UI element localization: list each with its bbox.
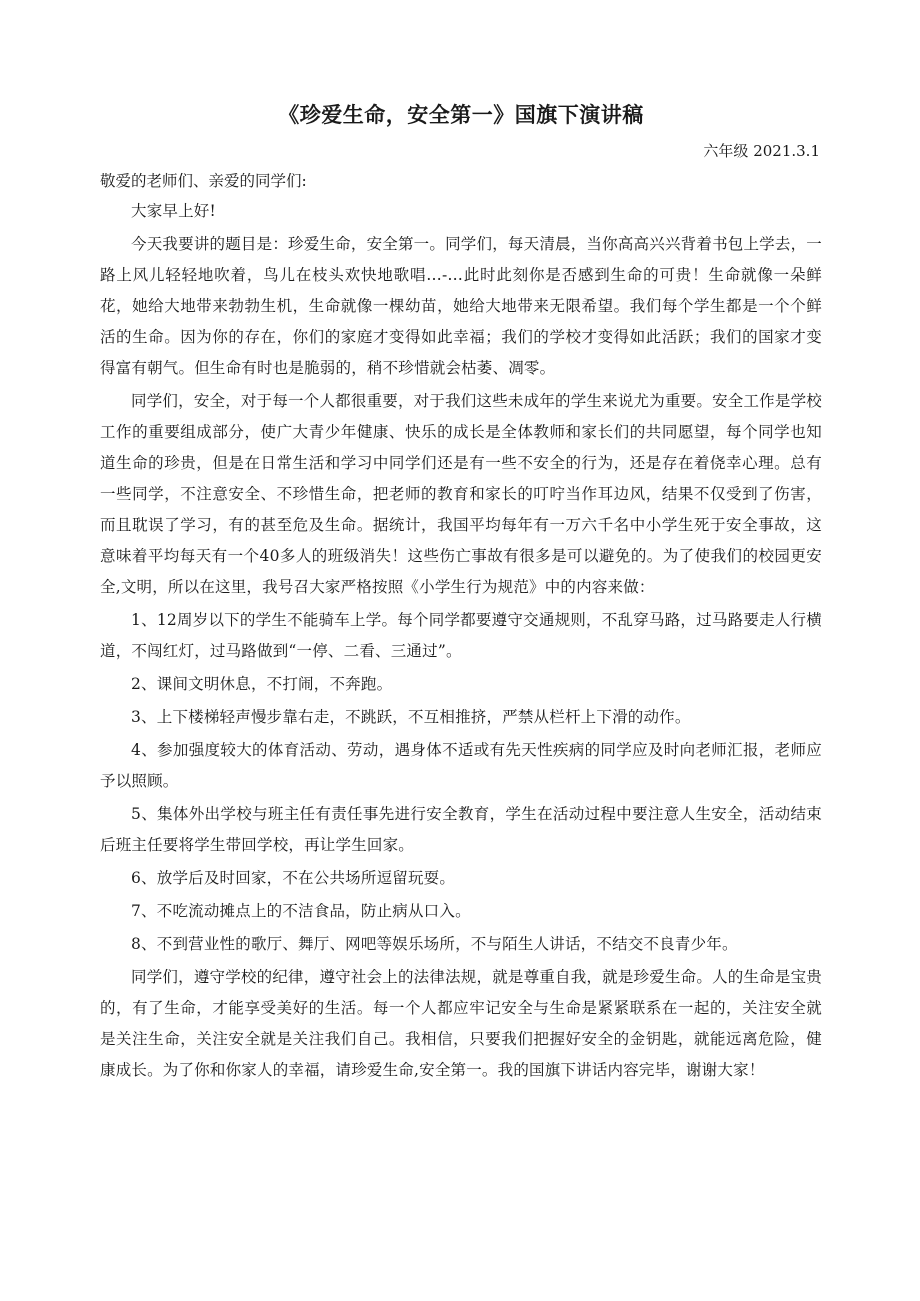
rule-item: 3、上下楼梯轻声慢步靠右走，不跳跃，不互相推挤，严禁从栏杆上下滑的动作。 xyxy=(131,708,691,726)
rule-item: 5、集体外出学校与班主任有责任事先进行安全教育，学生在活动过程中要注意人生安全，活动结束后班主任要将学生带回学校，再让学生回家。 xyxy=(100,805,822,854)
closing-paragraph: 同学们，遵守学校的纪律，遵守社会上的法律法规，就是尊重自我，就是珍爱生命。人的生命是宝贵的，有了生命，才能享受美好的生活。每一个人都应牢记安全与生命是紧紧联系在一起的，关注安全就是关注生命，关注安全就是关注我们自己。我相信，只要我们把握好安全的金钥匙，就能远离危险，健康成长。为了你和你家人的幸福，请珍爱生命,安全第一。我的国旗下讲话内容完毕，谢谢大家！ xyxy=(100,968,822,1079)
rule-item: 7、不吃流动摊点上的不洁食品，防止病从口入。 xyxy=(131,902,471,920)
rule-item: 2、课间文明休息，不打闹，不奔跑。 xyxy=(131,675,393,693)
document-page xyxy=(100,100,822,1088)
rule-item: 6、放学后及时回家，不在公共场所逗留玩耍。 xyxy=(131,869,456,887)
greeting-paragraph: 大家早上好! xyxy=(131,202,216,220)
safety-paragraph: 同学们，安全，对于每一个人都很重要，对于我们这些未成年的学生来说尤为重要。安全工作是学校工作的重要组成部分，使广大青少年健康、快乐的成长是全体教师和家长们的共同愿望，每个同学也知道生命的珍贵，但是在日常生活和学习中同学们还是有一些不安全的行为，还是存在着侥幸心理。总有一些同学，不注意安全、不珍惜生命，把老师的教育和家长的叮咛当作耳边风，结果不仅受到了伤害，而且耽误了学习，有的甚至危及生命。据统计，我国平均每年有一万六千名中小学生死于安全事故，这意味着平均每天有一个40多人的班级消失！这些伤亡事故有很多是可以避免的。为了使我们的校园更安全,文明，所以在这里，我号召大家严格按照《小学生行为规范》中的内容来做： xyxy=(100,392,822,596)
document-title: 《珍爱生命，安全第一》国旗下演讲稿 xyxy=(278,103,644,127)
salutation: 敬爱的老师们、亲爱的同学们: xyxy=(100,172,307,190)
intro-paragraph: 今天我要讲的题目是：珍爱生命，安全第一。同学们，每天清晨，当你高高兴兴背着书包上学去，一路上风儿轻轻地吹着，鸟儿在枝头欢快地歌唱…-…此时此刻你是否感到生命的可贵！生命就像一朵鲜花，她给大地带来勃勃生机，生命就像一棵幼苗，她给大地带来无限希望。我们每个学生都是一个个鲜活的生命。因为你的存在，你们的家庭才变得如此幸福；我们的学校才变得如此活跃；我们的国家才变得富有朝气。但生命有时也是脆弱的，稍不珍惜就会枯萎、凋零。 xyxy=(100,235,822,377)
rule-item: 4、参加强度较大的体育活动、劳动，遇身体不适或有先天性疾病的同学应及时向老师汇报，老师应予以照顾。 xyxy=(100,741,822,790)
rule-item: 1、12周岁以下的学生不能骑车上学。每个同学都要遵守交通规则，不乱穿马路，过马路要走人行横道，不闯红灯，过马路做到“一停、二看、三通过”。 xyxy=(100,611,822,660)
rule-item: 8、不到营业性的歌厅、舞厅、网吧等娱乐场所，不与陌生人讲话，不结交不良青少年。 xyxy=(131,935,738,953)
grade-date: 六年级 2021.3.1 xyxy=(703,142,820,160)
